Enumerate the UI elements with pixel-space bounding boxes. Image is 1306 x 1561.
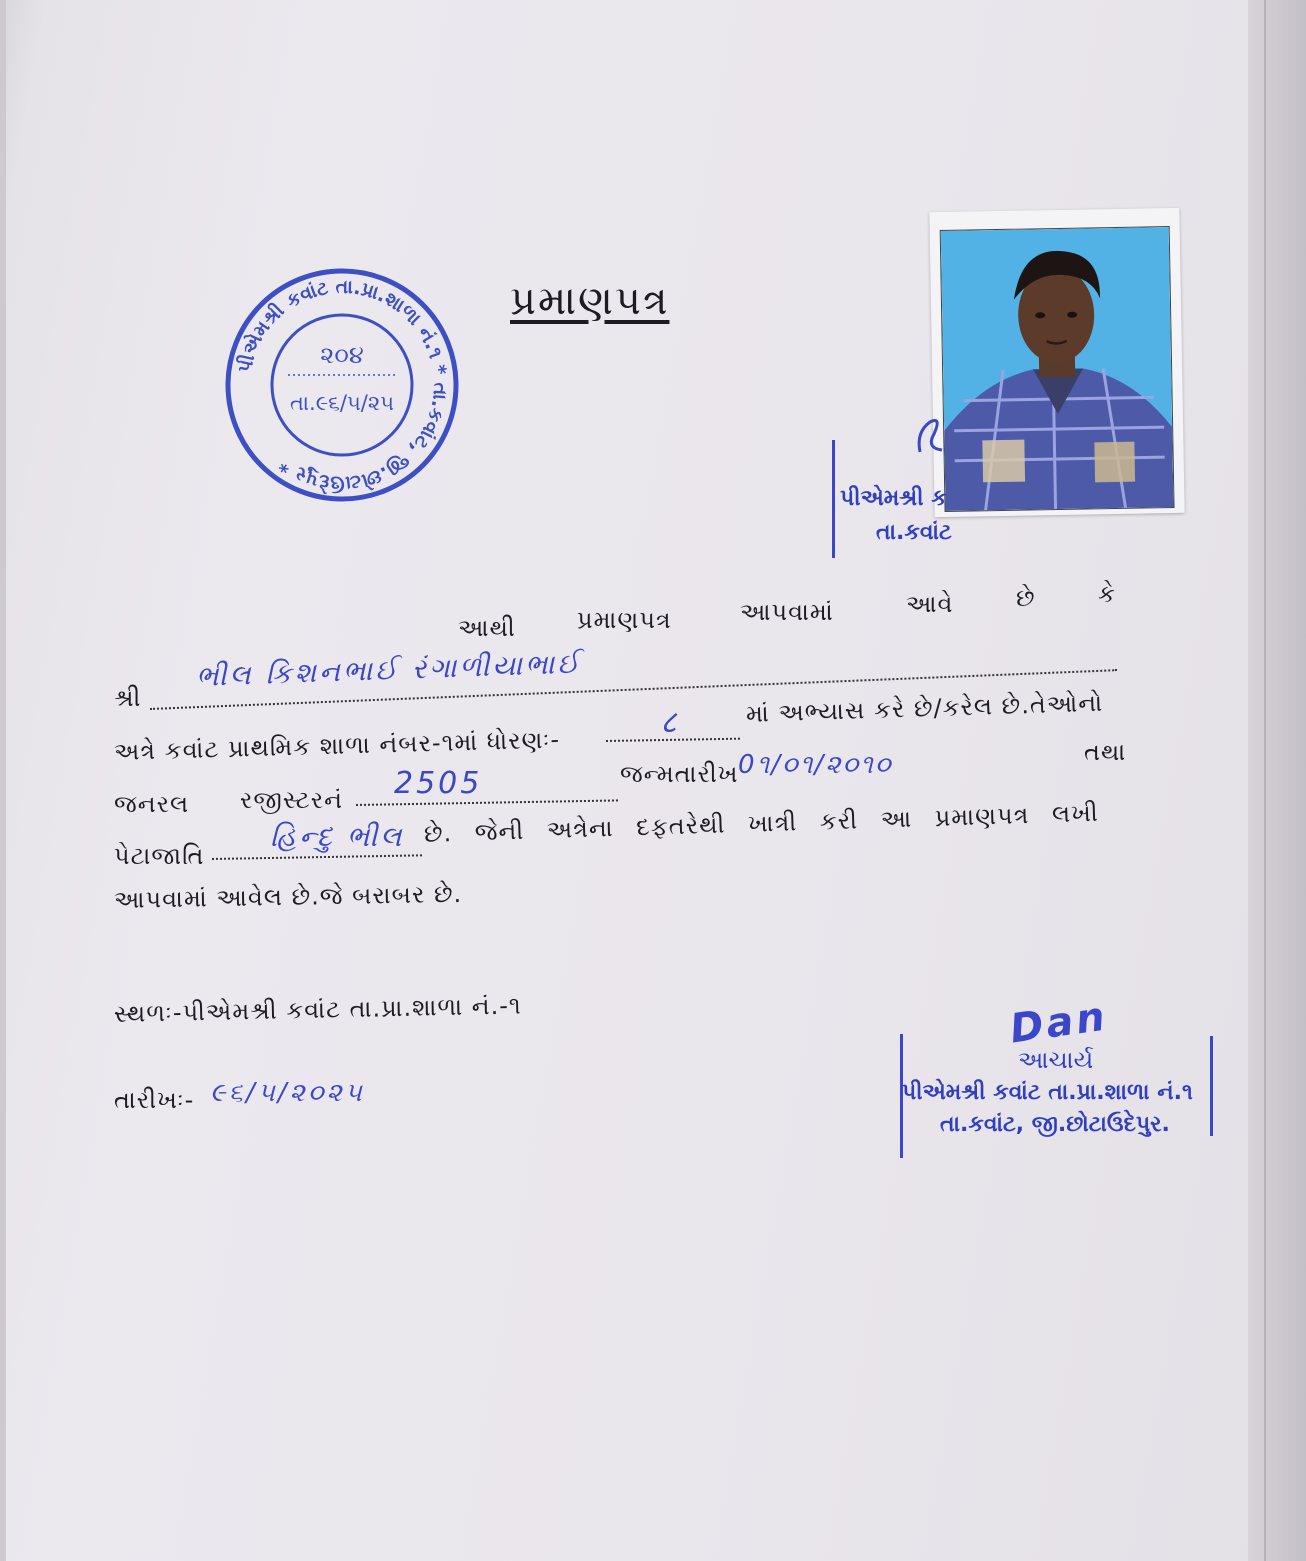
subcaste-dotted-line <box>212 854 422 860</box>
line5-end: છે. જેની અત્રેના દફતરેથી ખાત્રી કરી આ પ્રમાણપત્ર લખી <box>423 798 1100 848</box>
photo-stamp-line1: પીએમશ્રી ક <box>840 486 947 511</box>
general-label: જનરલ <box>114 790 190 818</box>
subcaste-label: પેટાજાતિ <box>114 842 205 870</box>
certificate-title: પ્રમાણપત્ર <box>510 278 670 324</box>
student-portrait-image <box>941 227 1174 511</box>
line3-start: અત્રે કવાંટ પ્રાથમિક શાળા નંબર-૧માં ધોરણઃ- <box>113 725 561 766</box>
place-line: સ્થળઃ-પીએમશ્રી કવાંટ તા.પ્રા.શાળા નં.-૧ <box>113 991 522 1028</box>
line3-end: માં અભ્યાસ કરે છે/કરેલ છે.તેઓનો <box>745 688 1104 728</box>
line1-word1: આથી <box>458 614 516 642</box>
student-photo-frame <box>929 208 1184 517</box>
student-name-handwritten: ભીલ કિશનભાઈ રંગાળીયાભાઈ <box>195 646 583 693</box>
principal-title: આચાર્ય <box>1018 1046 1094 1074</box>
line6: આપવામાં આવેલ છે.જે બરાબર છે. <box>113 879 463 914</box>
shri-label: શ્રી <box>114 684 142 712</box>
line1-word2: પ્રમાણપત્ર <box>577 606 672 634</box>
line1-word5: છે <box>1016 584 1036 612</box>
date-handwritten: ૯૬/૫/૨૦૨૫ <box>210 1078 365 1108</box>
dob-label: જન્મતારીખ <box>620 760 739 788</box>
std-handwritten: ८ <box>660 703 680 741</box>
register-number-handwritten: 2505 <box>394 766 483 801</box>
seal-number: ૨૦૪ <box>320 341 364 369</box>
principal-school-name: પીએમશ્રી કવાંટ તા.પ્રા.શાળા નં.૧ <box>902 1080 1193 1105</box>
student-photo <box>940 226 1175 512</box>
seal-date: તા.૯૬/૫/૨૫ <box>289 391 395 415</box>
paper-edge-line <box>1264 0 1266 1561</box>
photo-stamp-line2: તા.કવાંટ <box>876 520 952 545</box>
tatha-label: તથા <box>1084 738 1127 766</box>
line1-word3: આપવામાં <box>740 598 834 626</box>
paper-right-edge <box>1248 0 1306 1561</box>
date-label: તારીખઃ- <box>114 1086 195 1114</box>
seal-ring-text: પીએમશ્રી કવાંટ તા.પ્રા.શાળા નં.૧ * તા.કવાંટ, જી.છોટાઉદેપુર * <box>233 275 452 495</box>
register-label: રજીસ્ટરનં <box>240 786 344 814</box>
principal-signature: Dan <box>1007 993 1111 1053</box>
principal-stamp-bracket-right <box>1210 1036 1213 1136</box>
photo-signature <box>912 412 948 460</box>
subcaste-handwritten: હિન્દુ ભીલ <box>270 820 405 853</box>
line1-word4: આવે <box>906 590 954 618</box>
dob-handwritten: 0૧/૦૧/૨૦૧૦ <box>738 750 893 780</box>
line1-word6: કે <box>1098 580 1116 608</box>
school-round-seal <box>222 265 462 505</box>
principal-address: તા.કવાંટ, જી.છોટાઉદેપુર. <box>940 1112 1170 1137</box>
paper-left-edge <box>0 0 6 1561</box>
photo-stamp-bracket <box>832 440 835 558</box>
